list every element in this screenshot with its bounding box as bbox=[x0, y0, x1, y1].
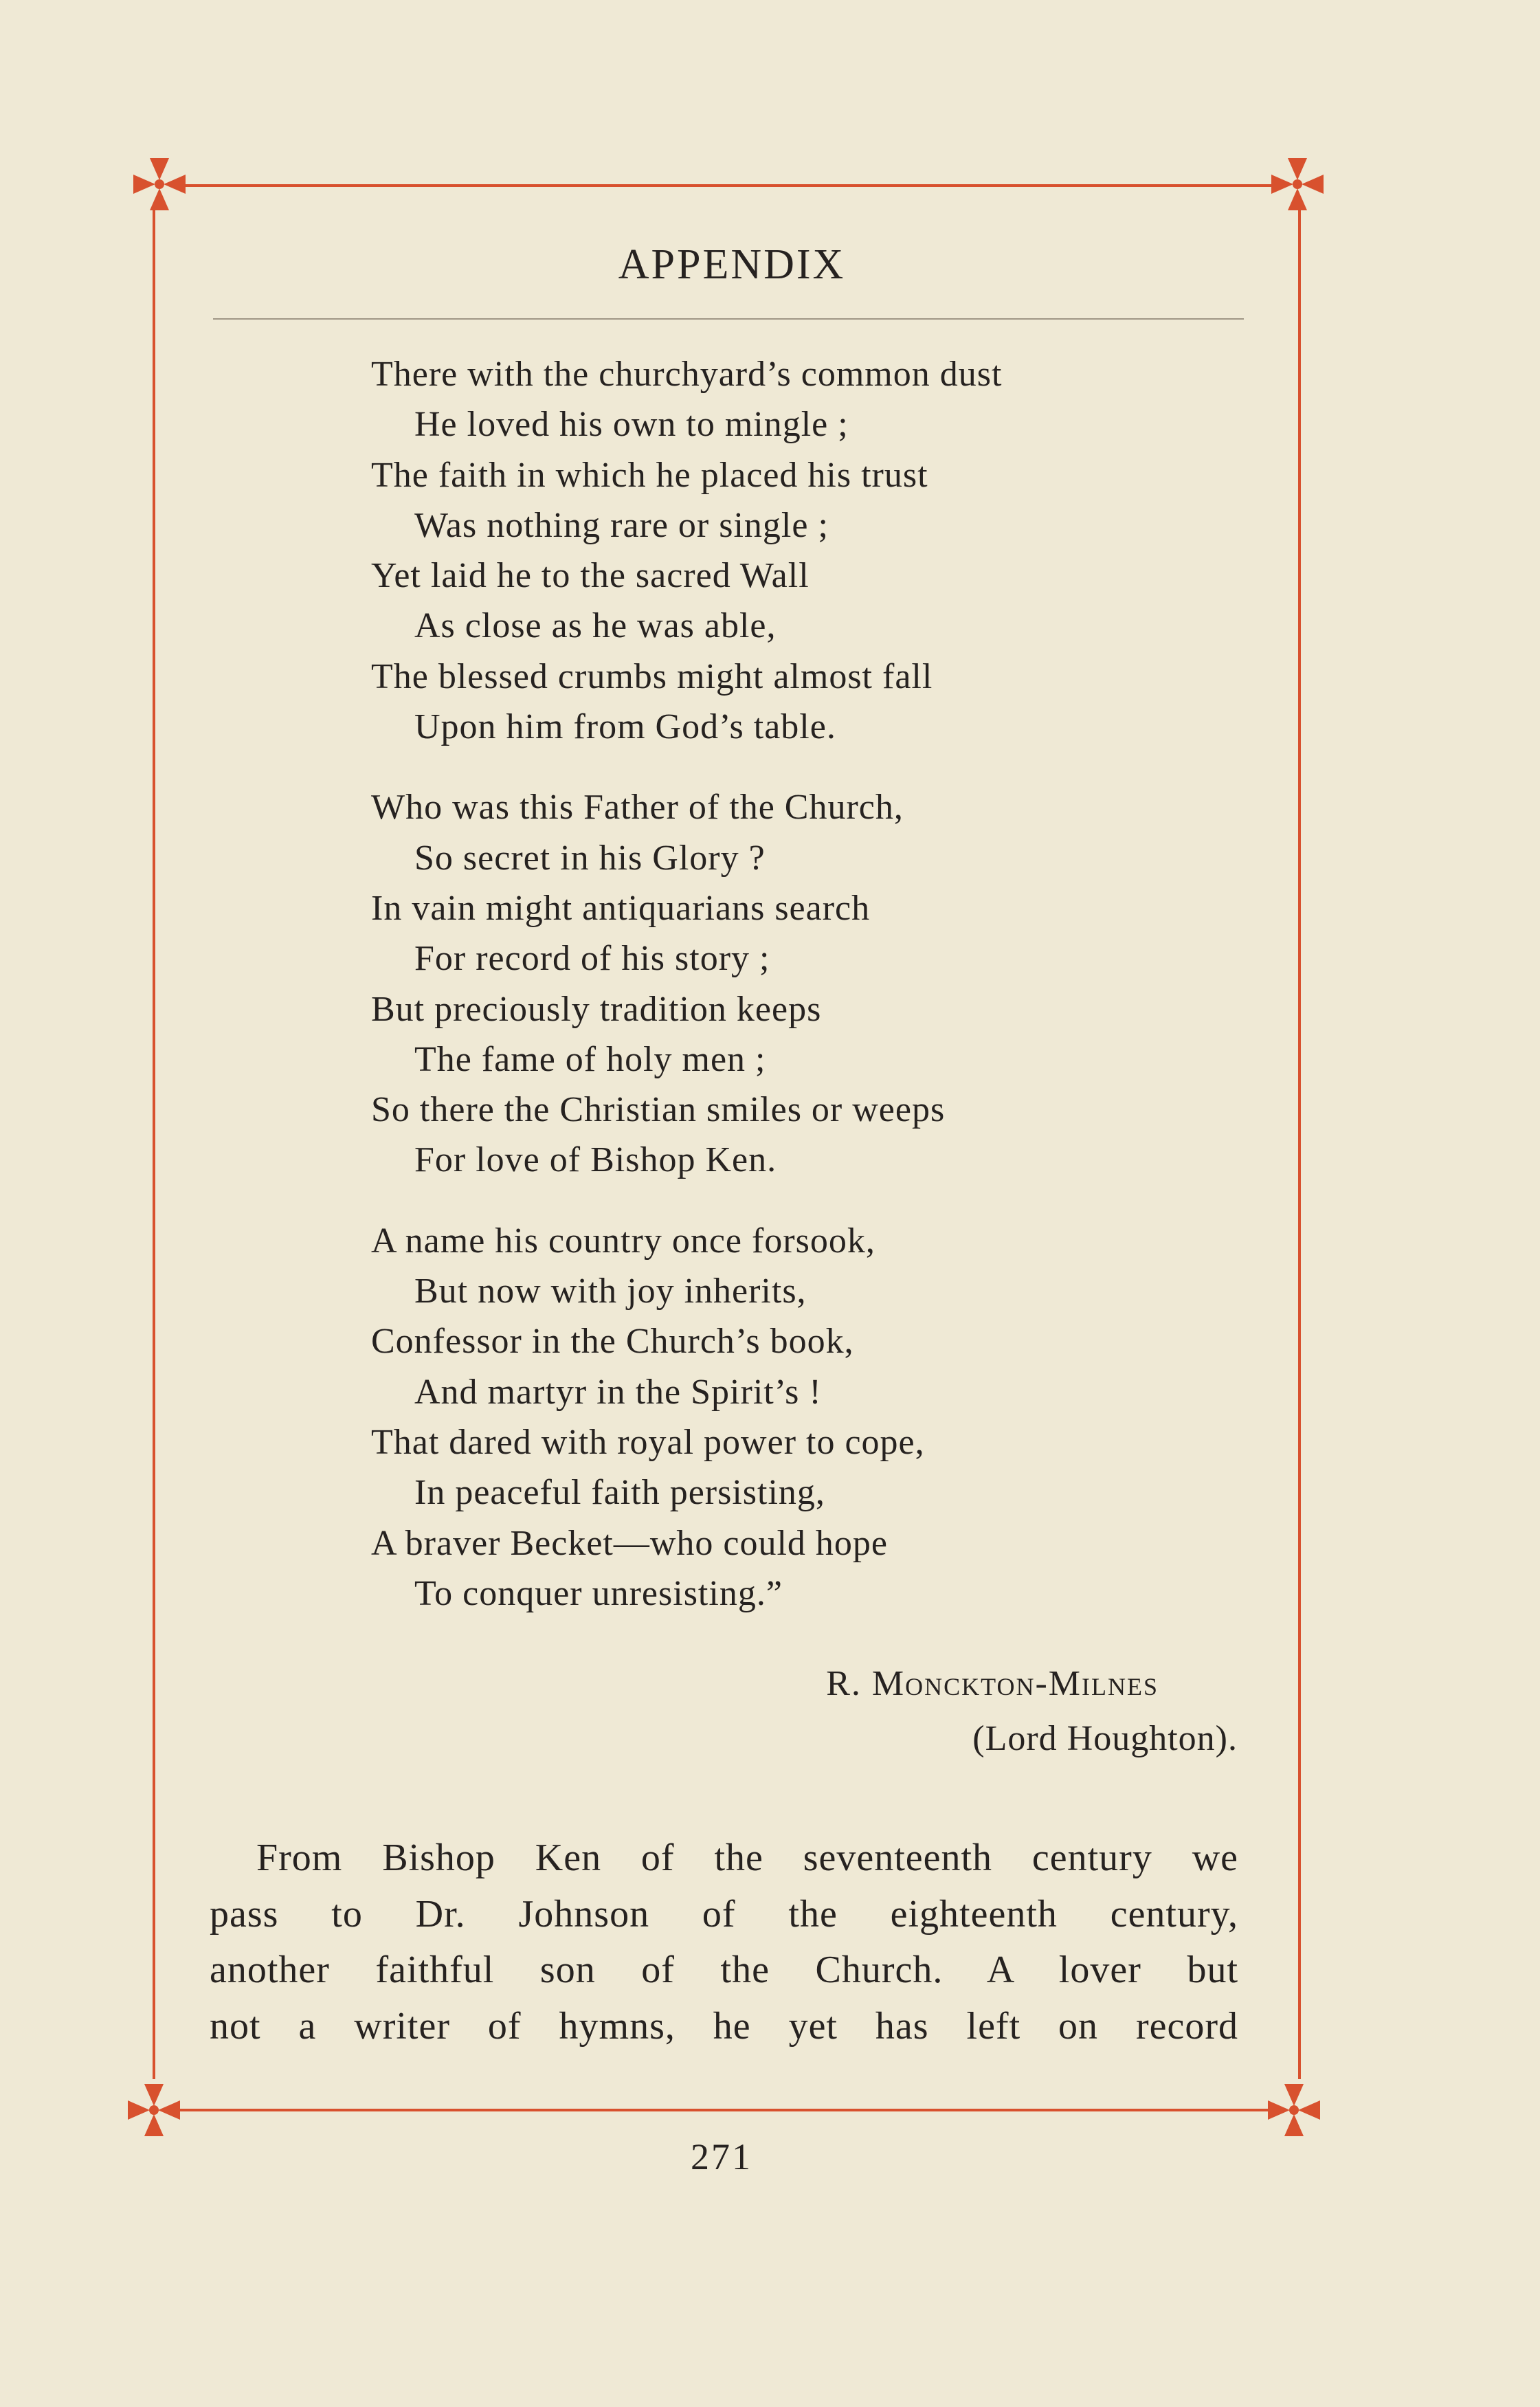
stanza bbox=[371, 782, 1264, 1185]
header-rule bbox=[213, 318, 1244, 320]
poem-line: He loved his own to mingle ; bbox=[414, 405, 849, 445]
maltese-cross-icon bbox=[1266, 2083, 1321, 2138]
poem-line: Yet laid he to the sacred Wall bbox=[371, 556, 810, 596]
maltese-cross-icon bbox=[132, 157, 187, 212]
poem-line: As close as he was able, bbox=[414, 606, 777, 646]
maltese-cross-icon bbox=[1270, 157, 1325, 212]
poem-line: But preciously tradition keeps bbox=[371, 989, 822, 1029]
poem-line: For record of his story ; bbox=[414, 939, 770, 979]
stanza bbox=[371, 1216, 1264, 1619]
poem-line: But now with joy inherits, bbox=[414, 1272, 807, 1311]
running-header: APPENDIX bbox=[618, 241, 846, 288]
poem-line: There with the churchyard’s common dust bbox=[371, 355, 1003, 394]
poem-line: A braver Becket—who could hope bbox=[371, 1523, 889, 1563]
poem-line: A name his country once forsook, bbox=[371, 1221, 875, 1261]
poem-line: That dared with royal power to cope, bbox=[371, 1422, 925, 1462]
left-border-rule bbox=[153, 210, 155, 2079]
poem-line: The faith in which he placed his trust bbox=[371, 455, 928, 495]
poem-line: The blessed crumbs might almost fall bbox=[371, 656, 933, 696]
poem-line: To conquer unresisting.” bbox=[414, 1573, 783, 1613]
author-title: (Lord Houghton). bbox=[972, 1719, 1238, 1758]
page-number: 271 bbox=[691, 2136, 752, 2177]
poem bbox=[371, 349, 1264, 1649]
author-name: R. Monckton-Milnes bbox=[826, 1664, 1159, 1703]
prose-paragraph bbox=[210, 1830, 1238, 2054]
poem-line: So secret in his Glory ? bbox=[414, 838, 766, 878]
poem-line: For love of Bishop Ken. bbox=[414, 1140, 777, 1180]
bottom-border-rule bbox=[175, 2109, 1282, 2111]
poem-attribution bbox=[826, 1656, 1238, 1766]
prose-line: not a writer of hymns, he yet has left on record bbox=[210, 2004, 1238, 2048]
stanza bbox=[371, 349, 1264, 752]
prose-line: pass to Dr. Johnson of the eighteenth century, bbox=[210, 1892, 1238, 1935]
poem-line: The fame of holy men ; bbox=[414, 1039, 766, 1079]
prose-line: From Bishop Ken of the seventeenth century we bbox=[256, 1837, 1238, 1879]
maltese-cross-icon bbox=[126, 2083, 181, 2138]
poem-line: So there the Christian smiles or weeps bbox=[371, 1090, 946, 1130]
poem-line: In peaceful faith persisting, bbox=[414, 1473, 825, 1513]
poem-line: In vain might antiquarians search bbox=[371, 888, 871, 928]
poem-line: Was nothing rare or single ; bbox=[414, 505, 829, 545]
poem-line: Who was this Father of the Church, bbox=[371, 788, 904, 828]
poem-line: And martyr in the Spirit’s ! bbox=[414, 1372, 822, 1412]
prose-line: another faithful son of the Church. A lover but bbox=[210, 1949, 1238, 1991]
poem-line: Confessor in the Church’s book, bbox=[371, 1322, 854, 1362]
top-border-rule bbox=[175, 184, 1282, 187]
right-border-rule bbox=[1298, 210, 1301, 2079]
poem-line: Upon him from God’s table. bbox=[414, 707, 836, 747]
